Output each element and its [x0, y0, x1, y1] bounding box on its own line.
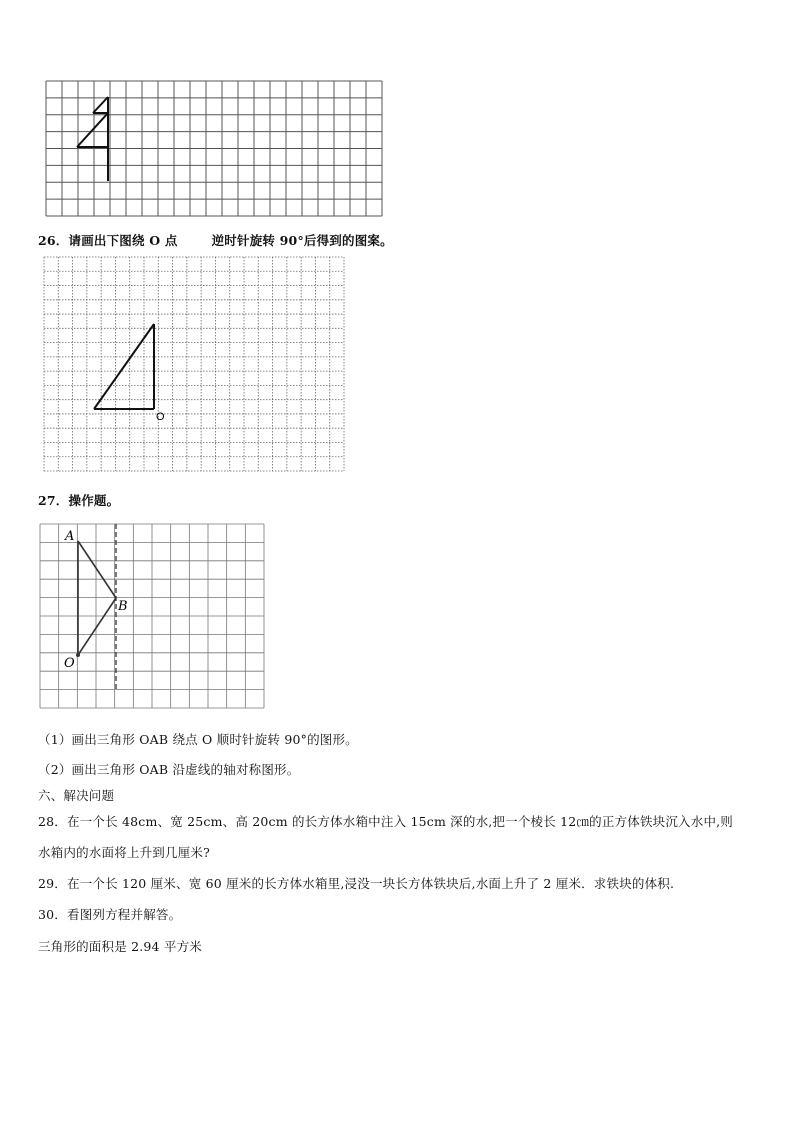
q27-sub2: （2）画出三角形 OAB 沿虚线的轴对称图形。	[38, 762, 300, 777]
triangle-shape	[94, 324, 154, 409]
section-6-title: 六、解决问题	[38, 788, 115, 803]
point-o-label: O	[156, 411, 165, 423]
q26-text-b: 逆时针旋转 90°后得到的图案。	[211, 233, 393, 248]
q27-sub1: （1）画出三角形 OAB 绕点 O 顺时针旋转 90°的图形。	[38, 732, 358, 747]
q27-title: 27．操作题。	[38, 493, 120, 508]
q26-text-a: 26．请画出下图绕 O 点	[38, 233, 178, 248]
q26-text	[38, 231, 393, 249]
label-o: O	[64, 656, 75, 671]
q26-grid-figure	[44, 257, 344, 471]
label-b: B	[118, 599, 128, 614]
q28-line2: 水箱内的水面将上升到几厘米?	[38, 845, 211, 860]
q30-caption: 三角形的面积是 2.94 平方米	[38, 939, 202, 954]
flag-shape	[77, 97, 108, 181]
point-o	[76, 653, 80, 657]
q27-grid-figure	[40, 524, 266, 710]
q28-line1: 28．在一个长 48cm、宽 25cm、高 20cm 的长方体水箱中注入 15cm 深的水,把一个棱长 12㎝的正方体铁块沉入水中,则	[38, 814, 734, 829]
top-grid-figure	[46, 81, 382, 216]
q30-title: 30．看图列方程并解答。	[38, 907, 182, 922]
q29-text: 29．在一个长 120 厘米、宽 60 厘米的长方体水箱里,浸没一块长方体铁块后,水面上升了 2 厘米．求铁块的体积.	[38, 876, 675, 891]
label-a: A	[65, 529, 75, 544]
